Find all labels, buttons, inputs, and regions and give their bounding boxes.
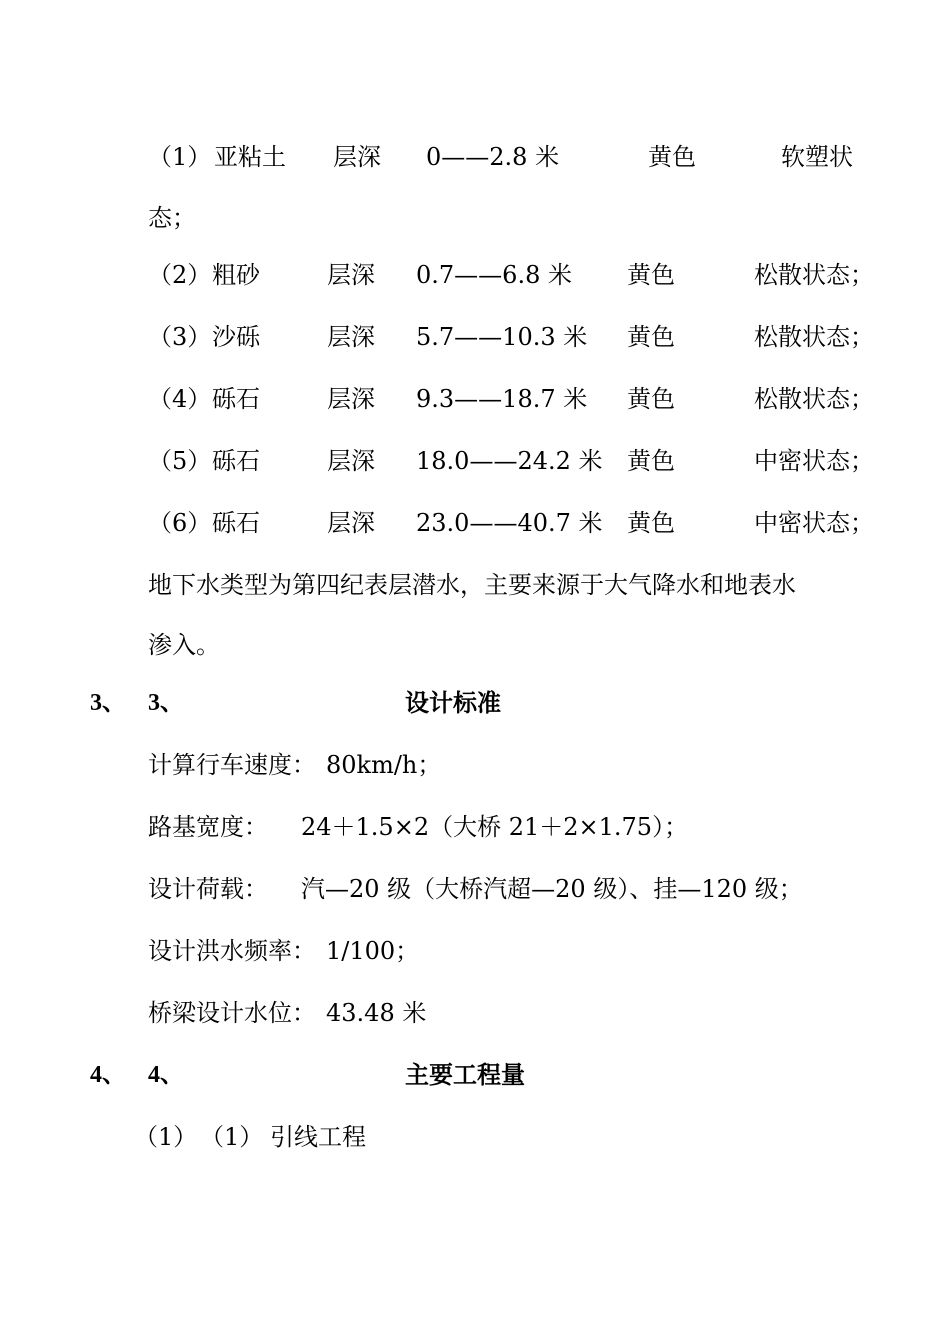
groundwater-text-line1: 地下水类型为第四纪表层潜水，主要来源于大气降水和地表水 bbox=[148, 571, 796, 599]
layer-depth-label: 层深 bbox=[333, 143, 381, 171]
section-title: 主要工程量 bbox=[405, 1061, 525, 1089]
layer-name: 粗砂 bbox=[212, 261, 260, 289]
layer-state: 中密状态； bbox=[754, 447, 874, 475]
layer-name: 砾石 bbox=[212, 385, 260, 413]
subsection-number: （1） bbox=[134, 1123, 198, 1151]
layer-depth-label: 层深 bbox=[327, 323, 375, 351]
item-value: 24＋1.5×2（大桥 21＋2×1.75）； bbox=[301, 813, 689, 841]
item-label: 设计荷载： bbox=[148, 875, 268, 903]
layer-state: 松散状态； bbox=[754, 385, 874, 413]
layer-depth: 18.0——24.2 米 bbox=[416, 447, 603, 475]
layer-index: （5） bbox=[148, 447, 212, 475]
layer-color: 黄色 bbox=[627, 261, 675, 289]
subsection-title: 引线工程 bbox=[270, 1123, 366, 1151]
section-title: 设计标准 bbox=[405, 689, 501, 717]
layer-index: （3） bbox=[148, 323, 212, 351]
layer-color: 黄色 bbox=[627, 323, 675, 351]
layer-state: 松散状态； bbox=[754, 323, 874, 351]
layer-depth: 5.7——10.3 米 bbox=[416, 323, 588, 351]
layer-depth-label: 层深 bbox=[327, 261, 375, 289]
layer-index: （6） bbox=[148, 509, 212, 537]
layer-depth-label: 层深 bbox=[327, 509, 375, 537]
item-label: 计算行车速度： bbox=[148, 751, 316, 779]
item-label: 路基宽度： bbox=[148, 813, 268, 841]
layer-state-continuation: 态； bbox=[148, 204, 196, 232]
section-number: 3、 bbox=[90, 690, 126, 716]
layer-depth: 9.3——18.7 米 bbox=[416, 385, 588, 413]
layer-state: 松散状态； bbox=[754, 261, 874, 289]
layer-name: 砾石 bbox=[212, 447, 260, 475]
groundwater-text-line2: 渗入。 bbox=[148, 631, 220, 659]
item-value: 43.48 米 bbox=[326, 999, 427, 1027]
item-value: 1/100； bbox=[326, 937, 420, 965]
layer-name: 砾石 bbox=[212, 509, 260, 537]
layer-color: 黄色 bbox=[648, 143, 696, 171]
layer-color: 黄色 bbox=[627, 509, 675, 537]
layer-depth: 0——2.8 米 bbox=[426, 143, 560, 171]
layer-name: 亚粘土 bbox=[214, 143, 286, 171]
item-value: 80km/h； bbox=[326, 751, 442, 779]
layer-state: 软塑状 bbox=[781, 143, 853, 171]
layer-depth-label: 层深 bbox=[327, 447, 375, 475]
layer-index: （2） bbox=[148, 261, 212, 289]
layer-depth-label: 层深 bbox=[327, 385, 375, 413]
item-value: 汽—20 级（大桥汽超—20 级）、挂—120 级； bbox=[301, 875, 803, 903]
item-label: 设计洪水频率： bbox=[148, 937, 316, 965]
layer-color: 黄色 bbox=[627, 447, 675, 475]
item-label: 桥梁设计水位： bbox=[148, 999, 316, 1027]
section-number-repeat: 3、 bbox=[148, 690, 184, 716]
layer-depth: 0.7——6.8 米 bbox=[416, 261, 572, 289]
layer-color: 黄色 bbox=[627, 385, 675, 413]
subsection-number-repeat: （1） bbox=[200, 1123, 264, 1151]
layer-depth: 23.0——40.7 米 bbox=[416, 509, 603, 537]
layer-name: 沙砾 bbox=[212, 323, 260, 351]
layer-state: 中密状态； bbox=[754, 509, 874, 537]
section-number-repeat: 4、 bbox=[148, 1062, 184, 1088]
layer-index: （1） bbox=[148, 143, 212, 171]
layer-index: （4） bbox=[148, 385, 212, 413]
section-number: 4、 bbox=[90, 1062, 126, 1088]
